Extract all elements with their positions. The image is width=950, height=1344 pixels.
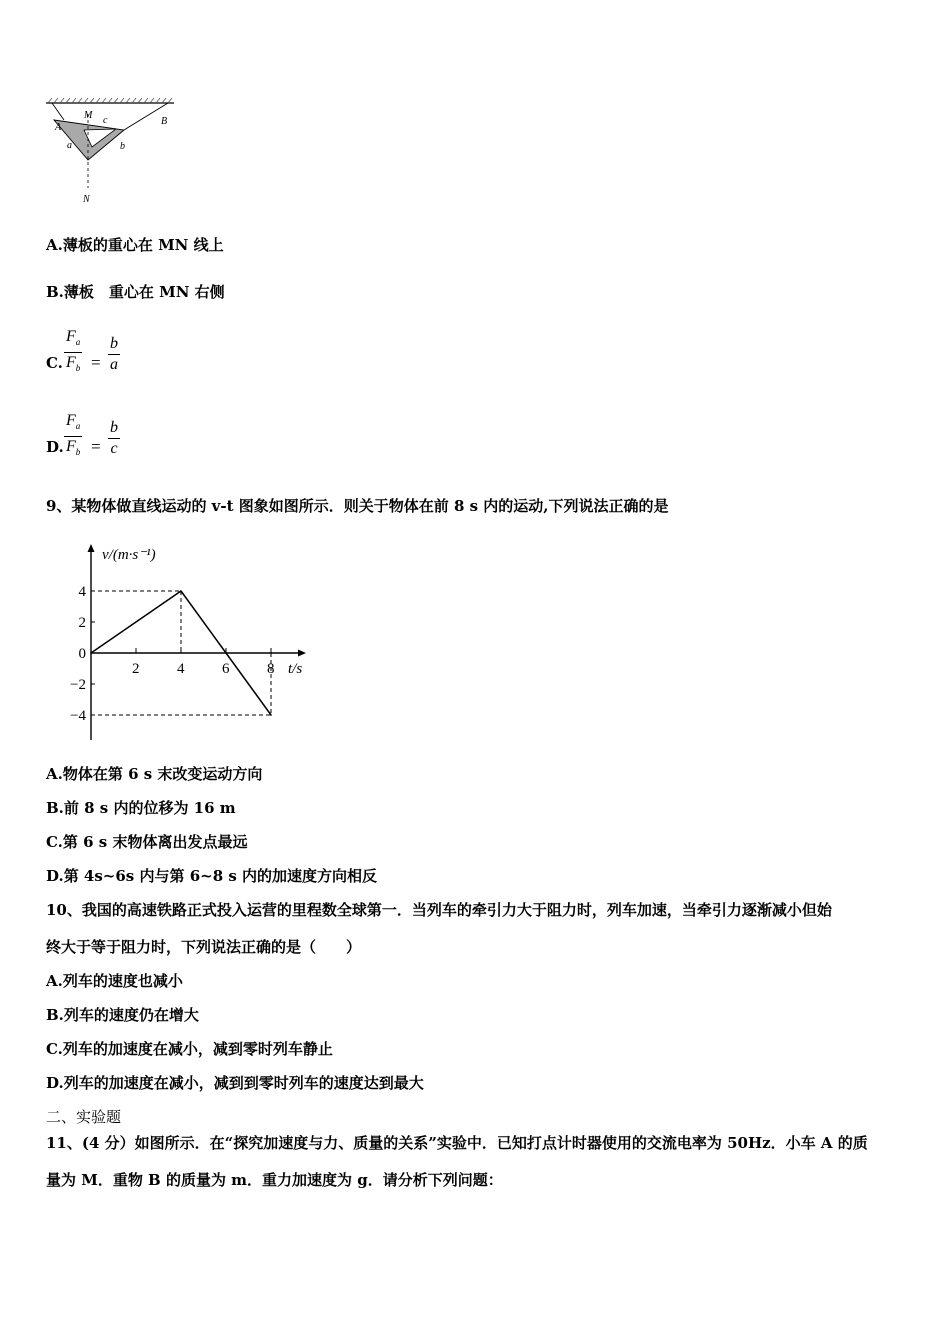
q9-option-a: A.物体在第 6 s 末改变运动方向 <box>46 765 263 783</box>
y-tick-label: 2 <box>78 615 86 631</box>
d-num-sub: a <box>75 421 81 432</box>
d-den: F <box>66 438 76 456</box>
q8-option-d-label: D. <box>46 438 64 456</box>
x-axis-arrow <box>298 650 306 657</box>
c-num-sub: a <box>75 337 81 348</box>
x-tick-label: 2 <box>132 661 140 677</box>
d-rnum: b <box>110 419 118 436</box>
q10-option-b: B.列车的速度仍在增大 <box>46 1006 199 1024</box>
q9-option-c: C.第 6 s 末物体离出发点最远 <box>46 833 248 851</box>
y-tick-label: −2 <box>70 677 86 693</box>
q8-option-c-fraction-right <box>108 334 120 375</box>
data-point <box>180 590 182 592</box>
c-den: F <box>66 354 76 372</box>
q11-line1: 11、(4 分）如图所示．在“探究加速度与力、质量的关系”实验中．已知打点计时器使用的交流电率为 50Hz．小车 A 的质 <box>46 1134 868 1152</box>
data-point <box>270 714 272 716</box>
x-tick-label: 8 <box>267 661 275 677</box>
label-a-upper: A <box>55 122 62 133</box>
label-m: M <box>84 110 93 121</box>
q8-option-d-equals: = <box>91 437 101 456</box>
d-rden: c <box>110 440 118 457</box>
label-c: c <box>103 115 108 126</box>
q8-option-c-label: C. <box>46 354 63 372</box>
section-heading: 二、实验题 <box>46 1108 122 1126</box>
vt-chart <box>60 540 320 745</box>
data-point <box>90 652 92 654</box>
label-n: N <box>83 194 90 205</box>
label-a-lower: a <box>67 140 72 151</box>
q11-line2: 量为 M．重物 B 的质量为 m．重力加速度为 g．请分析下列问题： <box>46 1171 503 1189</box>
d-den-sub: b <box>75 447 81 458</box>
q8-option-d-fraction-left <box>64 411 82 462</box>
q8-option-b: B.薄板 重心在 MN 右侧 <box>46 283 225 301</box>
y-tick-label: 0 <box>78 646 86 662</box>
q10-option-a: A.列车的速度也减小 <box>46 972 183 990</box>
q8-option-c-equals: = <box>91 353 101 372</box>
y-axis-arrow <box>88 544 95 552</box>
label-b-lower: b <box>120 141 125 152</box>
c-rnum: b <box>110 335 118 352</box>
q9-option-b: B.前 8 s 内的位移为 16 m <box>46 799 236 817</box>
q10-option-d: D.列车的加速度在减小，减到到零时列车的速度达到最大 <box>46 1074 424 1092</box>
q8-option-a: A.薄板的重心在 MN 线上 <box>46 236 224 254</box>
ceiling-hatch <box>48 98 172 103</box>
label-b-upper: B <box>161 116 168 127</box>
q9-option-d: D.第 4s~6s 内与第 6~8 s 内的加速度方向相反 <box>46 867 378 885</box>
series-segment <box>91 591 181 653</box>
y-tick-label: 4 <box>78 584 86 600</box>
series-segment <box>181 591 226 653</box>
c-den-sub: b <box>75 363 81 374</box>
c-num: F <box>66 328 76 345</box>
q10-option-c: C.列车的加速度在减小，减到零时列车静止 <box>46 1040 333 1058</box>
q9-stem: 9、某物体做直线运动的 v-t 图象如图所示．则关于物体在前 8 s 内的运动,下列说法正确的是 <box>46 497 669 515</box>
x-tick-label: 6 <box>222 661 230 677</box>
x-tick-label: 4 <box>177 661 185 677</box>
q10-stem-line2: 终大于等于阻力时，下列说法正确的是（ ） <box>46 938 362 956</box>
data-point <box>225 652 227 654</box>
chart-xlabel: t/s <box>288 661 303 677</box>
plate-figure <box>40 96 190 211</box>
q8-option-d-fraction-right <box>108 418 120 459</box>
series-segment <box>226 653 271 715</box>
c-rden: a <box>110 356 118 373</box>
d-num: F <box>66 412 76 429</box>
q8-option-c-fraction-left <box>64 327 82 378</box>
rope-a <box>52 103 64 120</box>
y-tick-label: −4 <box>70 708 86 724</box>
q10-stem-line1: 10、我国的高速铁路正式投入运营的里程数全球第一．当列车的牵引力大于阻力时，列车加速，当牵引力逐渐减小但始 <box>46 901 832 919</box>
chart-ylabel: v/(m·s⁻¹) <box>102 547 156 563</box>
